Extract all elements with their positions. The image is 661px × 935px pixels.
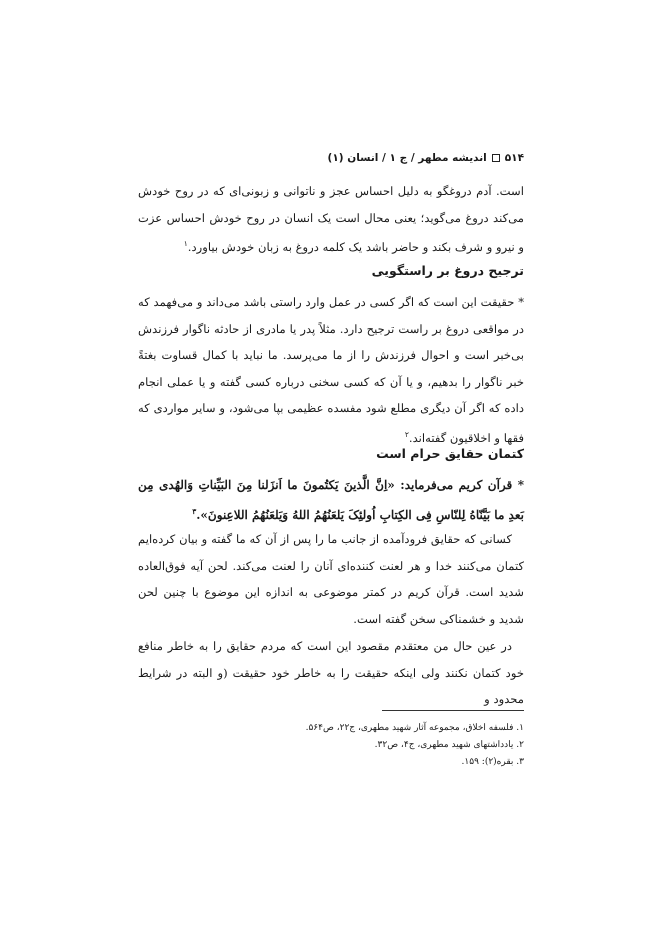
page-number: ۵۱۴ (504, 152, 524, 164)
footnote-1: ۱. فلسفه اخلاق، مجموعه آثار شهید مطهری، ج۲۲، ص۵۶۴. (305, 723, 524, 733)
running-title: اندیشه مطهر / ج ۱ / انسان (۱) (327, 152, 487, 164)
quote-text: * قرآن کریم می‌فرماید: «اِنَّ الَّذینَ یَکتُمونَ ما اَنزَلنا مِنَ البَیِّناتِ وَالهُدی مِن بَعدِ ما بَیَّنّاهُ لِلنّاسِ فِی الکِتابِ اُولئِکَ یَلعَنُهُمُ اللهُ وَیَلعَنُهُمُ اللاعِنونَ». (138, 478, 524, 522)
intro-paragraph (138, 178, 524, 260)
section-heading-1: ترجیح دروغ بر راستگویی (371, 263, 524, 278)
section2-paragraph-1: کسانی که حقایق فرودآمده از جانب ما را پس از آن که ما گفته و بیان کرده‌ایم کتمان می‌کنند خدا و هر لعنت کننده‌ای آنان را لعنت می‌کند. لحن آیه فوق‌العاده شدید است. قرآن کریم در کمتر موضوعی به اندازه این موضوع با چنین لحن شدید و خشمناکی سخن گفته است. (138, 532, 524, 626)
footnote-ref-2: ۲ (404, 429, 409, 439)
square-icon (492, 154, 500, 162)
footnote-divider (382, 710, 524, 711)
footnote-2: ۲. یادداشتهای شهید مطهری، ج۴، ص۳۲. (374, 740, 524, 750)
section1-paragraph (138, 289, 524, 451)
footnote-ref-1: ۱ (183, 239, 188, 248)
section2-paragraph-2: در عین حال من معتقدم مقصود این است که مردم حقایق را به خاطر منافع خود کتمان نکنند ولی اینکه حقیقت را به خاطر خود حقیقت (و البته در شرایط محدود و (138, 639, 524, 706)
footnotes (138, 720, 524, 771)
quran-quote (138, 472, 524, 528)
running-header (138, 148, 524, 168)
footnote-ref-3: ۳ (192, 506, 197, 516)
footnote-3: ۳. بقره(۲): ۱۵۹. (461, 757, 524, 767)
section-heading-2: کتمان حقایق حرام است (376, 446, 524, 461)
section1-text: * حقیقت این است که اگر کسی در عمل وارد راستی باشد می‌داند و می‌فهمد که در مواقعی دروغ بر راست ترجیح دارد. مثلاً پدر یا مادری از حادثه ناگوار فرزندش بی‌خبر است و احوال فرزندش را از ما می‌پرسد. ما نباید با کمال قساوت بغتةً خبر ناگوار را بدهیم، و یا آن که کسی سخنی درباره کسی گفته و یا عملی انجام داده که اگر آن دیگری مطلع شود مفسده عظیمی بپا می‌شود، و سایر مواردی که فقها و اخلاقیون گفته‌اند. (138, 295, 524, 445)
intro-text: است. آدم دروغگو به دلیل احساس عجز و ناتوانی و زبونی‌ای که در روح خودش می‌کند دروغ می‌گوید؛ یعنی محال است یک انسان در روح خودش احساس عزت و نیرو و شرف بکند و حاضر باشد یک کلمه دروغ به زبان خودش بیاورد. (138, 184, 524, 254)
